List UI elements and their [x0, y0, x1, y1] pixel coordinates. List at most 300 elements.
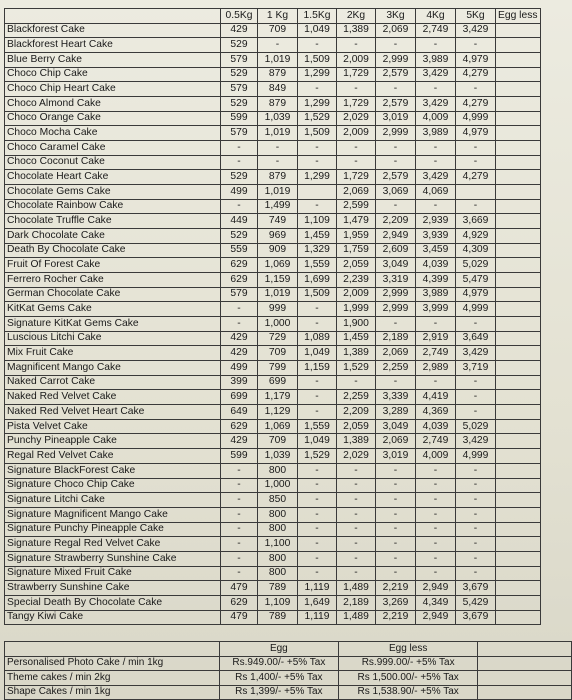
- price-cell: 3,989: [416, 287, 456, 302]
- price-cell: 2,949: [376, 229, 416, 244]
- price-cell: -: [298, 38, 337, 53]
- price-cell: 4,279: [456, 97, 496, 112]
- price-cell: 1,529: [337, 361, 376, 376]
- cake-name: Signature Regal Red Velvet Cake: [5, 537, 221, 552]
- cake-name: Pista Velvet Cake: [5, 419, 221, 434]
- price-cell: 529: [221, 229, 258, 244]
- column-header: 1.5Kg: [298, 9, 337, 24]
- table-row: [5, 287, 541, 302]
- price-cell: [496, 493, 541, 508]
- price-cell: -: [337, 493, 376, 508]
- price-cell: -: [298, 463, 337, 478]
- price-cell: 529: [221, 170, 258, 185]
- price-cell: [496, 273, 541, 288]
- price-cell: -: [376, 463, 416, 478]
- table-row: [5, 67, 541, 82]
- price-cell: 5,479: [456, 273, 496, 288]
- price-cell: 4,069: [416, 185, 456, 200]
- price-cell: -: [416, 375, 456, 390]
- table-row: [5, 595, 541, 610]
- price-cell: [496, 346, 541, 361]
- price-cell: 1,089: [298, 331, 337, 346]
- price-cell: -: [456, 566, 496, 581]
- price-cell: -: [416, 38, 456, 53]
- price-cell: 2,749: [416, 23, 456, 38]
- price-cell: -: [221, 155, 258, 170]
- price-cell: -: [376, 522, 416, 537]
- price-cell: 3,669: [456, 214, 496, 229]
- price-cell: 3,939: [416, 229, 456, 244]
- price-cell: 1,459: [298, 229, 337, 244]
- price-cell: 3,069: [376, 185, 416, 200]
- cake-name: Blue Berry Cake: [5, 53, 221, 68]
- cake-name: Naked Red Velvet Heart Cake: [5, 405, 221, 420]
- price-cell: [496, 610, 541, 625]
- price-cell: 1,100: [258, 537, 298, 552]
- table-row: [5, 302, 541, 317]
- price-cell: -: [416, 463, 456, 478]
- price-cell: [496, 449, 541, 464]
- price-cell: [496, 287, 541, 302]
- price-cell: -: [298, 199, 337, 214]
- price-cell: 2,009: [337, 53, 376, 68]
- price-cell: 1,000: [258, 317, 298, 332]
- price-cell: 2,579: [376, 67, 416, 82]
- price-cell: 850: [258, 493, 298, 508]
- extra-column-header: [5, 642, 220, 657]
- price-cell: -: [456, 390, 496, 405]
- price-cell: -: [337, 478, 376, 493]
- price-cell: 3,289: [376, 405, 416, 420]
- price-cell: 2,069: [376, 23, 416, 38]
- cake-name: Death By Chocolate Cake: [5, 243, 221, 258]
- price-cell: 1,459: [337, 331, 376, 346]
- price-cell: 3,269: [376, 595, 416, 610]
- price-cell: 4,009: [416, 449, 456, 464]
- price-cell: 649: [221, 405, 258, 420]
- price-cell: 789: [258, 610, 298, 625]
- price-cell: 2,219: [376, 581, 416, 596]
- cake-name: Fruit Of Forest Cake: [5, 258, 221, 273]
- cake-name: Choco Mocha Cake: [5, 126, 221, 141]
- price-cell: 3,049: [376, 258, 416, 273]
- price-cell: -: [456, 537, 496, 552]
- price-cell: 709: [258, 23, 298, 38]
- price-cell: 4,999: [456, 449, 496, 464]
- price-cell: -: [376, 82, 416, 97]
- table-row: [5, 551, 541, 566]
- price-cell: [496, 361, 541, 376]
- price-cell: 2,029: [337, 111, 376, 126]
- price-cell: 2,259: [376, 361, 416, 376]
- price-cell: [496, 478, 541, 493]
- price-cell: -: [456, 375, 496, 390]
- price-cell: -: [337, 507, 376, 522]
- price-cell: 1,159: [258, 273, 298, 288]
- price-cell: 2,949: [416, 610, 456, 625]
- price-cell: 629: [221, 273, 258, 288]
- price-cell: 1,759: [337, 243, 376, 258]
- price-cell: 1,489: [337, 581, 376, 596]
- price-cell: 879: [258, 170, 298, 185]
- price-cell: 3,429: [456, 23, 496, 38]
- price-cell: -: [376, 507, 416, 522]
- price-cell: 579: [221, 126, 258, 141]
- price-cell: 2,209: [376, 214, 416, 229]
- price-cell: 559: [221, 243, 258, 258]
- price-cell: 2,189: [337, 595, 376, 610]
- cake-name: Chocolate Truffle Cake: [5, 214, 221, 229]
- price-cell: -: [221, 478, 258, 493]
- price-cell: 499: [221, 185, 258, 200]
- price-cell: 1,039: [258, 111, 298, 126]
- price-cell: 729: [258, 331, 298, 346]
- price-cell: -: [298, 141, 337, 156]
- price-cell: 2,069: [337, 185, 376, 200]
- price-cell: [478, 685, 572, 700]
- price-cell: -: [298, 302, 337, 317]
- price-cell: 1,019: [258, 53, 298, 68]
- price-cell: 2,009: [337, 126, 376, 141]
- price-cell: 1,729: [337, 97, 376, 112]
- price-cell: 1,069: [258, 419, 298, 434]
- column-header: 5Kg: [456, 9, 496, 24]
- cake-type: Shape Cakes / min 1kg: [5, 685, 220, 700]
- table-row: [5, 53, 541, 68]
- extra-column-header: [478, 642, 572, 657]
- price-cell: 1,119: [298, 581, 337, 596]
- price-cell: 800: [258, 551, 298, 566]
- column-header: 3Kg: [376, 9, 416, 24]
- price-cell: -: [221, 141, 258, 156]
- price-cell: -: [376, 317, 416, 332]
- price-cell: 800: [258, 507, 298, 522]
- table-row: [5, 361, 541, 376]
- price-cell: 399: [221, 375, 258, 390]
- price-cell: -: [416, 537, 456, 552]
- price-cell: 4,039: [416, 419, 456, 434]
- price-cell: -: [456, 522, 496, 537]
- price-cell: -: [456, 493, 496, 508]
- cake-name: Chocolate Heart Cake: [5, 170, 221, 185]
- price-cell: [496, 419, 541, 434]
- price-cell: [496, 537, 541, 552]
- cake-name: Ferrero Rocher Cake: [5, 273, 221, 288]
- price-cell: 1,299: [298, 170, 337, 185]
- price-cell: 629: [221, 419, 258, 434]
- table-row: [5, 155, 541, 170]
- price-cell: 1,509: [298, 126, 337, 141]
- price-cell: 999: [258, 302, 298, 317]
- table-row: [5, 199, 541, 214]
- price-cell: 3,339: [376, 390, 416, 405]
- header-row: [5, 9, 541, 24]
- price-cell: 2,069: [376, 346, 416, 361]
- price-cell: 1,699: [298, 273, 337, 288]
- price-cell: [496, 111, 541, 126]
- table-row: [5, 185, 541, 200]
- price-cell: 1,389: [337, 346, 376, 361]
- price-cell: 1,489: [337, 610, 376, 625]
- price-cell: -: [456, 551, 496, 566]
- price-cell: 3,679: [456, 581, 496, 596]
- price-cell: -: [456, 82, 496, 97]
- price-cell: -: [298, 566, 337, 581]
- price-cell: -: [337, 551, 376, 566]
- price-cell: -: [376, 38, 416, 53]
- price-cell: [456, 185, 496, 200]
- price-cell: 1,069: [258, 258, 298, 273]
- price-cell: [496, 405, 541, 420]
- price-cell: -: [258, 155, 298, 170]
- price-cell: 800: [258, 522, 298, 537]
- table-row: [5, 273, 541, 288]
- price-cell: 2,029: [337, 449, 376, 464]
- price-cell: -: [456, 317, 496, 332]
- price-cell: [478, 671, 572, 686]
- price-cell: -: [416, 199, 456, 214]
- price-cell: [496, 258, 541, 273]
- price-cell: 2,239: [337, 273, 376, 288]
- price-cell: [496, 331, 541, 346]
- price-cell: Rs.949.00/- +5% Tax: [219, 656, 338, 671]
- price-cell: 579: [221, 287, 258, 302]
- table-row: [5, 566, 541, 581]
- price-cell: -: [456, 478, 496, 493]
- price-cell: [496, 23, 541, 38]
- price-cell: 4,279: [456, 170, 496, 185]
- price-cell: -: [337, 375, 376, 390]
- price-cell: 429: [221, 346, 258, 361]
- price-cell: 4,009: [416, 111, 456, 126]
- price-cell: 2,939: [416, 214, 456, 229]
- price-cell: -: [298, 522, 337, 537]
- price-cell: -: [221, 551, 258, 566]
- table-row: [5, 656, 572, 671]
- cake-name: German Chocolate Cake: [5, 287, 221, 302]
- price-cell: 529: [221, 67, 258, 82]
- price-cell: [496, 390, 541, 405]
- price-cell: 709: [258, 434, 298, 449]
- price-cell: 699: [258, 375, 298, 390]
- price-cell: 1,649: [298, 595, 337, 610]
- price-cell: Rs 1,538.90/- +5% Tax: [339, 685, 478, 700]
- price-cell: 3,429: [416, 67, 456, 82]
- price-cell: 579: [221, 82, 258, 97]
- cake-name: Strawberry Sunshine Cake: [5, 581, 221, 596]
- cake-name: Special Death By Chocolate Cake: [5, 595, 221, 610]
- price-cell: -: [416, 317, 456, 332]
- table-row: [5, 434, 541, 449]
- price-cell: -: [221, 317, 258, 332]
- price-cell: Rs 1,400/- +5% Tax: [219, 671, 338, 686]
- cake-name: KitKat Gems Cake: [5, 302, 221, 317]
- table-row: [5, 97, 541, 112]
- price-cell: 5,029: [456, 258, 496, 273]
- price-cell: 4,279: [456, 67, 496, 82]
- price-cell: 789: [258, 581, 298, 596]
- price-cell: [496, 170, 541, 185]
- price-cell: 2,949: [416, 581, 456, 596]
- price-cell: 579: [221, 53, 258, 68]
- price-cell: 849: [258, 82, 298, 97]
- price-cell: 1,559: [298, 419, 337, 434]
- price-cell: -: [456, 141, 496, 156]
- price-cell: -: [298, 537, 337, 552]
- price-cell: 879: [258, 67, 298, 82]
- cake-name: Blackforest Cake: [5, 23, 221, 38]
- price-cell: 4,399: [416, 273, 456, 288]
- price-cell: [496, 595, 541, 610]
- price-cell: -: [221, 463, 258, 478]
- price-cell: 3,719: [456, 361, 496, 376]
- price-cell: -: [221, 302, 258, 317]
- price-cell: [496, 199, 541, 214]
- table-row: [5, 38, 541, 53]
- price-cell: -: [376, 537, 416, 552]
- price-cell: -: [258, 141, 298, 156]
- price-cell: -: [416, 493, 456, 508]
- cake-name: Signature Punchy Pineapple Cake: [5, 522, 221, 537]
- table-row: [5, 478, 541, 493]
- price-cell: 4,419: [416, 390, 456, 405]
- price-cell: 3,989: [416, 53, 456, 68]
- price-cell: 2,999: [376, 126, 416, 141]
- price-cell: -: [298, 405, 337, 420]
- cake-name: Signature Strawberry Sunshine Cake: [5, 551, 221, 566]
- price-cell: 1,019: [258, 287, 298, 302]
- price-cell: [496, 229, 541, 244]
- price-cell: -: [298, 507, 337, 522]
- price-cell: [496, 507, 541, 522]
- price-cell: 4,979: [456, 53, 496, 68]
- cake-type: Theme cakes / min 2kg: [5, 671, 220, 686]
- price-cell: 1,729: [337, 170, 376, 185]
- price-cell: -: [456, 463, 496, 478]
- price-cell: [496, 155, 541, 170]
- price-cell: -: [298, 82, 337, 97]
- price-cell: 599: [221, 449, 258, 464]
- price-cell: 969: [258, 229, 298, 244]
- price-cell: -: [376, 478, 416, 493]
- price-cell: [496, 243, 541, 258]
- price-cell: 1,159: [298, 361, 337, 376]
- price-cell: -: [298, 317, 337, 332]
- table-row: [5, 463, 541, 478]
- price-cell: 1,049: [298, 346, 337, 361]
- price-cell: -: [221, 537, 258, 552]
- price-cell: 2,069: [376, 434, 416, 449]
- price-cell: -: [376, 551, 416, 566]
- cake-name: Signature BlackForest Cake: [5, 463, 221, 478]
- price-cell: 3,429: [416, 97, 456, 112]
- cake-name: Naked Red Velvet Cake: [5, 390, 221, 405]
- table-row: [5, 390, 541, 405]
- price-cell: 2,219: [376, 610, 416, 625]
- price-cell: 529: [221, 97, 258, 112]
- price-cell: -: [337, 82, 376, 97]
- price-cell: -: [456, 155, 496, 170]
- price-cell: -: [258, 38, 298, 53]
- price-cell: -: [298, 493, 337, 508]
- price-cell: 800: [258, 566, 298, 581]
- price-cell: 1,129: [258, 405, 298, 420]
- price-cell: 1,479: [337, 214, 376, 229]
- price-cell: 1,049: [298, 434, 337, 449]
- price-cell: [496, 302, 541, 317]
- price-cell: 449: [221, 214, 258, 229]
- price-cell: 4,929: [456, 229, 496, 244]
- price-cell: [496, 214, 541, 229]
- table-row: [5, 82, 541, 97]
- price-cell: -: [376, 199, 416, 214]
- cake-name: Regal Red Velvet Cake: [5, 449, 221, 464]
- table-row: [5, 214, 541, 229]
- table-row: [5, 170, 541, 185]
- price-cell: [496, 82, 541, 97]
- price-cell: -: [416, 566, 456, 581]
- price-cell: 1,999: [337, 302, 376, 317]
- price-cell: [496, 38, 541, 53]
- price-cell: 3,049: [376, 419, 416, 434]
- price-cell: -: [376, 566, 416, 581]
- price-cell: 429: [221, 23, 258, 38]
- price-cell: -: [337, 522, 376, 537]
- price-cell: -: [376, 141, 416, 156]
- cake-name: Choco Coconut Cake: [5, 155, 221, 170]
- price-cell: [496, 463, 541, 478]
- price-cell: 1,299: [298, 67, 337, 82]
- table-row: [5, 229, 541, 244]
- price-cell: 2,749: [416, 346, 456, 361]
- price-cell: 699: [221, 390, 258, 405]
- table-row: [5, 581, 541, 596]
- price-cell: 2,189: [376, 331, 416, 346]
- price-cell: 1,499: [258, 199, 298, 214]
- price-cell: 909: [258, 243, 298, 258]
- price-cell: -: [221, 199, 258, 214]
- price-cell: 2,999: [376, 302, 416, 317]
- price-cell: 1,000: [258, 478, 298, 493]
- column-header: 2Kg: [337, 9, 376, 24]
- price-cell: 1,529: [298, 111, 337, 126]
- cake-name: Punchy Pineapple Cake: [5, 434, 221, 449]
- price-cell: -: [337, 155, 376, 170]
- price-cell: -: [416, 82, 456, 97]
- price-cell: 2,009: [337, 287, 376, 302]
- price-cell: -: [337, 537, 376, 552]
- cake-name: Signature Litchi Cake: [5, 493, 221, 508]
- price-cell: 1,389: [337, 23, 376, 38]
- price-cell: 1,299: [298, 97, 337, 112]
- table-row: [5, 331, 541, 346]
- price-cell: 3,989: [416, 126, 456, 141]
- price-cell: 3,459: [416, 243, 456, 258]
- cake-name: Signature Mixed Fruit Cake: [5, 566, 221, 581]
- price-cell: 479: [221, 581, 258, 596]
- price-cell: -: [416, 551, 456, 566]
- price-cell: 3,999: [416, 302, 456, 317]
- price-cell: 1,389: [337, 434, 376, 449]
- price-cell: 4,979: [456, 126, 496, 141]
- price-cell: 2,989: [416, 361, 456, 376]
- price-cell: 2,919: [416, 331, 456, 346]
- cake-name: Tangy Kiwi Cake: [5, 610, 221, 625]
- price-cell: 1,329: [298, 243, 337, 258]
- price-cell: 1,109: [258, 595, 298, 610]
- table-row: [5, 405, 541, 420]
- table-row: [5, 537, 541, 552]
